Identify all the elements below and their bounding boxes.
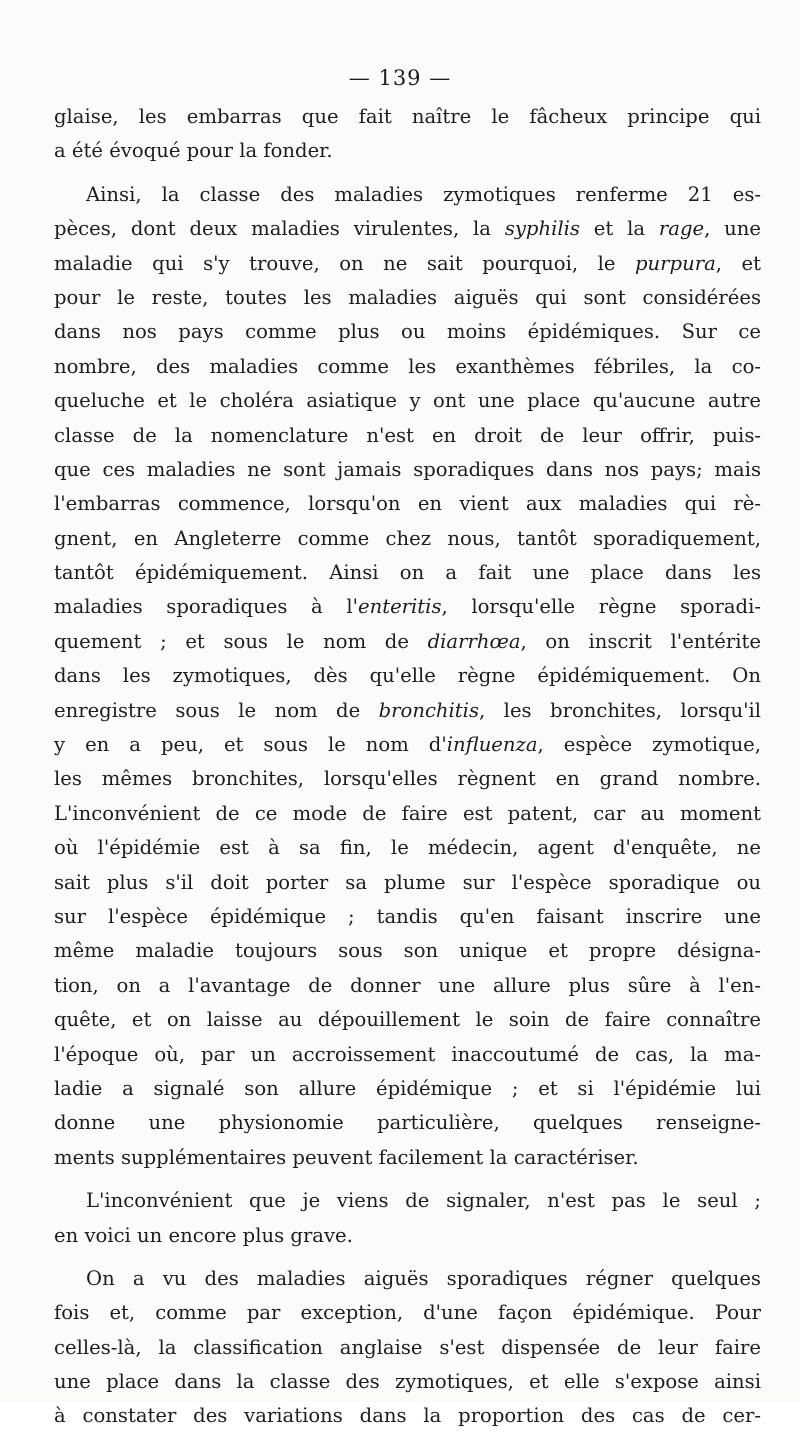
text-line: celles-là, la classification anglaise s'est dispensée de leur faire <box>54 1335 761 1359</box>
text-line: où l'épidémie est à sa fin, le médecin, agent d'enquête, ne <box>54 836 761 860</box>
paragraph <box>54 1262 761 1434</box>
text-run: et la <box>579 217 659 241</box>
text-line: l'embarras commence, lorsqu'on en vient aux maladies qui rè- <box>54 492 761 516</box>
text-line: dans les zymotiques, dès qu'elle règne épidémiquement. On <box>54 664 761 688</box>
text-line: tion, on a l'avantage de donner une allure plus sûre à l'en- <box>54 973 761 997</box>
italic-term: diarrhœa <box>427 629 521 653</box>
text-line: ladie a signalé son allure épidémique ; et si l'épidémie lui <box>54 1076 761 1100</box>
italic-term: syphilis <box>504 217 580 241</box>
text-line: Ainsi, la classe des maladies zymotiques renferme 21 es- <box>86 182 761 206</box>
text-run: , les bronchites, lorsqu'il <box>479 698 761 722</box>
text-line: en voici un encore plus grave. <box>54 1223 353 1247</box>
text-line: tantôt épidémiquement. Ainsi on a fait une place dans les <box>54 561 761 585</box>
text-line: sur l'espèce épidémique ; tandis qu'en faisant inscrire une <box>54 904 761 928</box>
text-line <box>54 590 761 624</box>
text-line: que ces maladies ne sont jamais sporadiques dans nos pays; mais <box>54 457 761 481</box>
text-run: y en a peu, et sous le nom d' <box>54 733 447 757</box>
text-line: pour le reste, toutes les maladies aiguës qui sont considérées <box>54 285 761 309</box>
text-run: , une <box>704 217 761 241</box>
text-line: queluche et le choléra asiatique y ont une place qu'aucune autre <box>54 389 761 413</box>
paragraph <box>54 1184 761 1253</box>
text-line: quête, et on laisse au dépouillement le soin de faire connaître <box>54 1008 761 1032</box>
text-line: L'inconvénient de ce mode de faire est patent, car au moment <box>54 801 761 825</box>
italic-term: enteritis <box>357 595 442 619</box>
text-line: classe de la nomenclature n'est en droit de leur offrir, puis- <box>54 423 761 447</box>
text-run: pèces, dont deux maladies virulentes, la <box>54 217 505 241</box>
page-number: — 139 — <box>348 66 452 90</box>
text-line: l'époque où, par un accroissement inaccoutumé de cas, la ma- <box>54 1042 761 1066</box>
text-line <box>54 728 761 762</box>
text-line: ments supplémentaires peuvent facilement la caractériser. <box>54 1145 639 1169</box>
text-line: nombre, des maladies comme les exanthèmes fébriles, la co- <box>54 354 761 378</box>
text-line: même maladie toujours sous son unique et propre désigna- <box>54 939 761 963</box>
text-run: , espèce zymotique, <box>537 733 761 757</box>
text-run: , on inscrit l'entérite <box>520 629 761 653</box>
body-text <box>54 100 761 1434</box>
text-line: sait plus s'il doit porter sa plume sur l'espèce sporadique ou <box>54 870 761 894</box>
text-line: L'inconvénient que je viens de signaler, n'est pas le seul ; <box>86 1189 761 1213</box>
text-line: On a vu des maladies aiguës sporadiques régner quelques <box>86 1266 761 1290</box>
text-line: gnent, en Angleterre comme chez nous, tantôt sporadiquement, <box>54 526 761 550</box>
italic-term: rage <box>658 217 705 241</box>
text-run: quement ; et sous le nom de <box>54 629 428 653</box>
text-line <box>54 247 761 281</box>
text-line: donne une physionomie particulière, quelques renseigne- <box>54 1111 761 1135</box>
text-line <box>54 694 761 728</box>
text-line: a été évoqué pour la fonder. <box>54 139 333 163</box>
italic-term: bronchitis <box>378 698 480 722</box>
paragraph <box>54 178 761 1175</box>
text-line: une place dans la classe des zymotiques, et elle s'expose ainsi <box>54 1370 761 1394</box>
text-line: glaise, les embarras que fait naître le fâcheux principe qui <box>54 105 761 128</box>
italic-term: influenza <box>446 733 538 757</box>
text-line: les mêmes bronchites, lorsqu'elles règnent en grand nombre. <box>54 767 761 791</box>
text-run: , et <box>715 251 761 275</box>
text-line <box>54 212 761 246</box>
text-run: enregistre sous le nom de <box>54 698 379 722</box>
paragraph <box>54 100 761 169</box>
text-line <box>54 625 761 659</box>
italic-term: purpura <box>635 251 716 275</box>
text-run: , lorsqu'elle règne sporadi- <box>441 595 761 619</box>
text-run: maladie qui s'y trouve, on ne sait pourquoi, le <box>54 251 636 275</box>
text-line: dans nos pays comme plus ou moins épidémiques. Sur ce <box>54 320 761 344</box>
text-run: maladies sporadiques à l' <box>54 595 358 619</box>
text-line: fois et, comme par exception, d'une façon épidémique. Pour <box>54 1301 761 1325</box>
text-line: à constater des variations dans la proportion des cas de cer- <box>54 1404 761 1428</box>
